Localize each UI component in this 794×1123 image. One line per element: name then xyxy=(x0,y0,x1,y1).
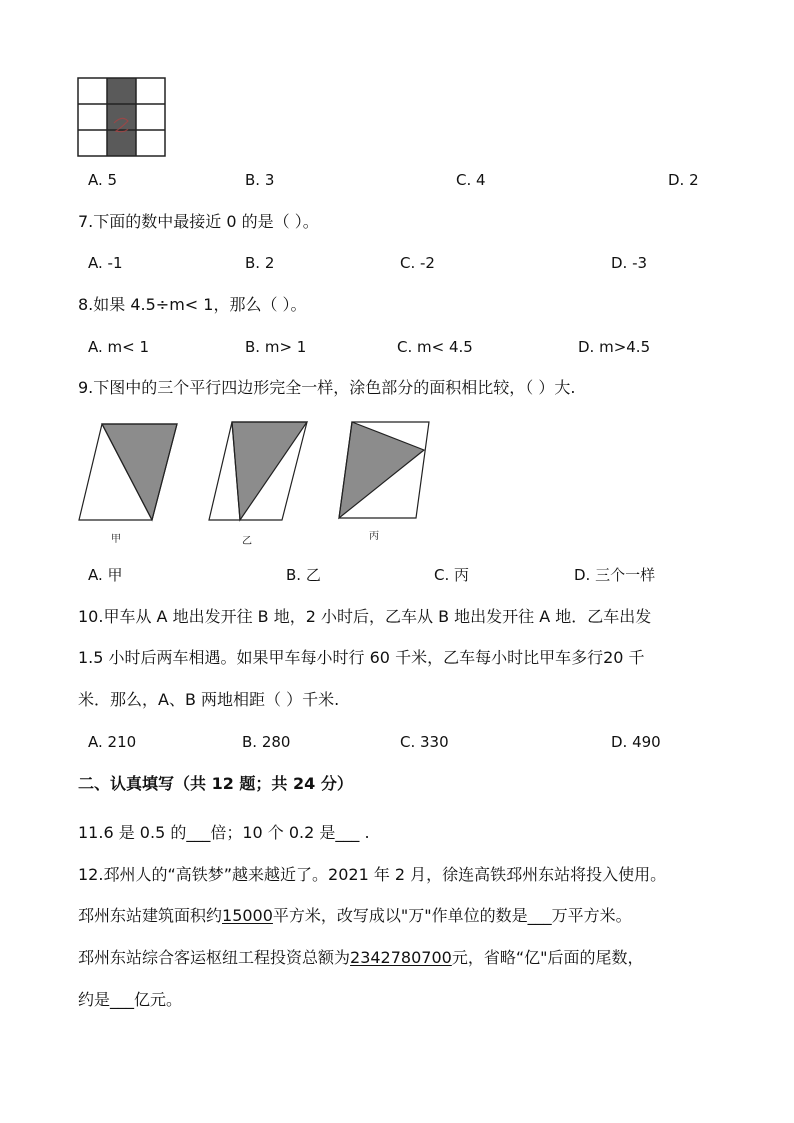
q7-option-c[interactable]: C. -2 xyxy=(400,254,435,272)
figure-label-jia: 甲 xyxy=(111,534,121,545)
q8-option-d[interactable]: D. m>4.5 xyxy=(578,338,651,356)
q10-option-a[interactable]: A. 210 xyxy=(88,733,137,751)
q12-investment-number: 2342780700 xyxy=(350,948,452,967)
q12-line4: 约是___亿元。 xyxy=(78,990,183,1009)
shaded-triangle xyxy=(102,424,177,520)
q9-option-a[interactable]: A. 甲 xyxy=(88,566,123,584)
q10-option-d[interactable]: D. 490 xyxy=(611,733,661,751)
section-heading: 二、认真填写（共 12 题；共 24 分） xyxy=(78,774,353,793)
parallelogram-figure-bing xyxy=(338,420,432,522)
q7-option-d[interactable]: D. -3 xyxy=(611,254,648,272)
q6-grid-figure xyxy=(78,78,168,158)
shaded-triangle xyxy=(232,422,307,520)
figure-label-bing: 丙 xyxy=(369,531,379,542)
q7-option-b[interactable]: B. 2 xyxy=(245,254,275,272)
q10-option-c[interactable]: C. 330 xyxy=(400,733,449,751)
q12-line2-text-a: 邳州东站建筑面积约 xyxy=(78,906,223,925)
q12-line2 xyxy=(78,906,632,926)
q10-option-b[interactable]: B. 280 xyxy=(242,733,291,751)
q10-question-line3: 米．那么，A、B 两地相距（ ）千米. xyxy=(78,690,340,709)
q12-line3-text-a: 邳州东站综合客运枢纽工程投资总额为 xyxy=(78,948,351,967)
q12-line3-text-b: 元，省略“亿"后面的尾数， xyxy=(451,948,644,967)
parallelogram-figure-yi xyxy=(208,420,310,524)
q8-option-c[interactable]: C. m< 4.5 xyxy=(397,338,473,356)
q6-option-d[interactable]: D. 2 xyxy=(668,171,699,189)
q6-option-a[interactable]: A. 5 xyxy=(88,171,118,189)
q9-option-b[interactable]: B. 乙 xyxy=(286,566,321,584)
q12-line3 xyxy=(78,948,643,968)
q10-question-line2: 1.5 小时后两车相遇。如果甲车每小时行 60 千米，乙车每小时比甲车多行20 千 xyxy=(78,648,645,667)
q11-question: 11.6 是 0.5 的___倍；10 个 0.2 是___ . xyxy=(78,823,370,842)
parallelogram-figure-jia xyxy=(78,420,180,524)
figure-label-yi: 乙 xyxy=(242,536,252,547)
q12-line1: 12.邳州人的“高铁梦”越来越近了。2021 年 2 月，徐连高铁邳州东站将投入使用。 xyxy=(78,865,667,884)
q9-option-d[interactable]: D. 三个一样 xyxy=(574,566,656,584)
q7-option-a[interactable]: A. -1 xyxy=(88,254,123,272)
q8-option-a[interactable]: A. m< 1 xyxy=(88,338,150,356)
q8-question: 8.如果 4.5÷m< 1，那么（ ）。 xyxy=(78,295,307,314)
q12-line2-text-b: 平方米，改写成以"万"作单位的数是___万平方米。 xyxy=(272,906,632,925)
q10-question-line1: 10.甲车从 A 地出发开往 B 地，2 小时后，乙车从 B 地出发开往 A 地．乙车出发 xyxy=(78,607,652,626)
q6-option-b[interactable]: B. 3 xyxy=(245,171,275,189)
q9-question: 9.下图中的三个平行四边形完全一样，涂色部分的面积相比较，（ ）大. xyxy=(78,378,576,397)
q8-option-b[interactable]: B. m> 1 xyxy=(245,338,307,356)
q12-area-number: 15000 xyxy=(222,906,273,925)
grid-shaded-column xyxy=(107,78,136,156)
q6-option-c[interactable]: C. 4 xyxy=(456,171,486,189)
q7-question: 7.下面的数中最接近 0 的是（ ）。 xyxy=(78,212,319,231)
q9-option-c[interactable]: C. 丙 xyxy=(434,566,470,584)
shaded-triangle xyxy=(339,422,424,518)
